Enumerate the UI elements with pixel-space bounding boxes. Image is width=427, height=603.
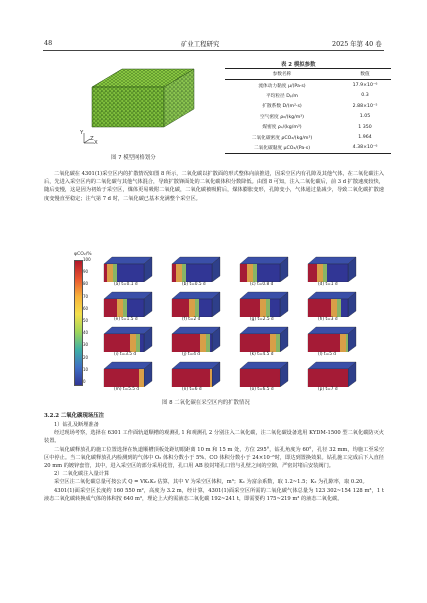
snapshot-label: (h) t=3 d (318, 317, 338, 322)
table-row: 煤密度 ρₛ/(kg/m³) 1 350 (262, 124, 372, 131)
snapshot-label: (b) t=0.5 d (182, 282, 206, 287)
diffusion-snapshot (306, 359, 358, 395)
diffusion-snapshot (102, 324, 154, 360)
diffusion-snapshot (170, 254, 222, 290)
parameters-table (225, 68, 391, 154)
table-row: 空气密度 ρ₀/(kg/m³) 1.05 (259, 114, 371, 120)
snapshot-label: (k) t=4.5 d (250, 352, 274, 357)
table-row: 二氧化碳密度 ρCO₂/(kg/m³) 1.964 (251, 135, 372, 141)
figure-8-caption: 图 8 二氧化碳在采空区内的扩散情况 (162, 400, 250, 406)
axis-z-label: Z (90, 136, 94, 142)
diffusion-snapshot (238, 254, 290, 290)
table-row: 流体动力黏度 μ/(Pa·s) 17.9×10⁻⁶ (258, 83, 378, 89)
colorbar-tick-label: 70 (83, 293, 89, 299)
diffusion-snapshot (102, 254, 154, 290)
table-header-name: 参数名称 (225, 69, 339, 80)
snapshot-label: (f) t=2 d (182, 317, 201, 322)
colorbar-title: φCO₂/% (74, 252, 92, 257)
figure-8 (72, 252, 372, 392)
section-heading: 3.2.2 二氧化碳现场压注 (44, 413, 105, 419)
page-number: 48 (44, 39, 53, 47)
section-body (44, 421, 384, 503)
subsection-drilling: 1）钻孔及断埋准备 (54, 422, 99, 428)
table-2-title: 表 2 模拟参数 (281, 62, 316, 68)
diffusion-snapshot (170, 324, 222, 360)
diffusion-snapshot (306, 254, 358, 290)
colorbar-tick-label: 0 (83, 379, 86, 384)
colorbar-tick-label: 100 (83, 257, 91, 262)
snapshot-label: (c) t=0.8 d (250, 282, 274, 287)
snapshot-label: (g) t=2.5 d (250, 317, 274, 322)
table-header-value: 数值 (339, 69, 391, 80)
snapshot-label: (e) t=1.5 d (114, 317, 138, 322)
figure-7-caption: 图 7 模型网格划分 (111, 155, 156, 161)
diffusion-snapshot (238, 324, 290, 360)
colorbar-tick-label: 80 (83, 281, 89, 287)
table-row: 二氧化碳黏度 μCO₂/(Pa·s) 4.38×10⁻⁶ (225, 143, 391, 154)
axis-x-label: X (94, 140, 98, 146)
snapshot-label: (j) t=4 d (182, 352, 201, 357)
table-row: 扩散系数 D/(m²·s) 2.88×10⁻⁵ (262, 103, 378, 110)
diffusion-snapshot (238, 289, 290, 325)
diffusion-snapshot (170, 359, 222, 395)
diffusion-snapshot (306, 289, 358, 325)
paragraph-borehole: 二氧化碳释放孔的施工位置选择在轨道顺槽顶板处距切眼距离 10 m 和 15 m 处，方位 295°，钻孔角度为 60°，孔径 32 mm，均施工至采空区中停止。当二氧化碳释放孔内检测到的气体中 O₂ 体积分数小于 5%、CO 体积分数小于 24×10⁻⁶时，即达到置换效果。钻孔施工完成后下入直径 20 mm 的镀锌套管，其中，进入采空区的部分采用花管，孔口用 AB 胶封堵孔口管与孔壁之间的空隙，严密封堵后安装阀门。 (44, 446, 384, 470)
subsection-injection-amount: 2）二氧化碳注入量计算 (54, 471, 110, 478)
snapshot-label: (o) t=6.5 d (250, 387, 274, 392)
snapshot-label: (i) t=3.5 d (114, 352, 137, 357)
snapshot-label: (p) t=7 d (318, 387, 338, 392)
colorbar-tick-label: 30 (83, 342, 89, 348)
paragraph-formula: 采空区注二氧化碳总量可按公式 Q = VK₁K₂ 估算，其中 V 为采空区体积，m³；K₁ 为富余系数，取 1.2~1.5；K₂ 为孔隙率，取 0.20。 (54, 479, 368, 486)
snapshot-label: (l) t=5 d (318, 352, 337, 357)
header-rule (43, 50, 384, 51)
mesh-front-face (92, 87, 164, 127)
colorbar (74, 260, 83, 386)
colorbar-tick-label: 60 (83, 305, 89, 311)
diffusion-snapshot (238, 359, 290, 395)
diffusion-snapshot (170, 289, 222, 325)
journal-name: 矿业工程研究 (181, 40, 220, 48)
diffusion-snapshot (102, 289, 154, 325)
colorbar-tick-label: 40 (83, 330, 89, 336)
colorbar-tick-label: 50 (83, 318, 89, 323)
diffusion-snapshot (102, 359, 154, 395)
paragraph-calculation: 4301(1)面采空区长度约 160 550 m²，高度为 3.2 m，经计算，4301(1)面采空区所需的二氧化碳气体总量为 123 302~154 128 m³，1 t 液态二氧化碳转换成气体的体积按 640 m³，理论上大约需液态二氧化碳 192~241 t，即需要约 175~219 m³ 的液态二氧化碳。 (44, 487, 384, 502)
table-row: 平均粒径 Dₚ/m 0.3 (265, 93, 369, 99)
snapshot-label: (n) t=6 d (182, 387, 202, 392)
journal-issue: 2025 年第 40 卷 (332, 40, 382, 48)
snapshot-label: (d) t=1 d (318, 282, 338, 287)
figure-7-mesh (82, 63, 202, 149)
diffusion-snapshot (306, 324, 358, 360)
axis-y-label: Y (80, 130, 84, 136)
colorbar-tick-label: 90 (83, 269, 89, 275)
body-paragraph-diffusion: 二氧化碳在 4301(1)采空区内的扩散情况如图 8 所示，二氧化碳以扩散面的形式整体向前推进，因采空区内有孔隙及其他气体，在二氧化碳注入后，先进入采空区内的二氧化碳与其他气体混合，导致扩散锋面处的二氧化碳体积分数降低。由图 8 可知，注入二氧化碳后，前 3 d 扩散速度较快，随后变慢，这是因为初始于采空区，煤体更易吸附二氧化碳，二氧化碳被吸附后，煤体膨胀变形，孔隙变小，气体通过量减少，导致二氧化碳扩散速度变慢直至稳定；注气第 7 d 时，二氧化碳已基本充满整个采空区。 (44, 171, 384, 202)
snapshot-label: (a) t=0.1 d (114, 282, 138, 287)
snapshot-label: (m) t=5.5 d (114, 387, 140, 392)
colorbar-tick-label: 20 (83, 354, 89, 360)
paragraph-site-selection: 经过现场考察，选择在 6301 工作面轨道顺槽的观测孔 1 和观测孔 2 分别注入二氧化碳，注二氧化碳设备选用 KYDM-1500 型二氧化碳防灭火装置。 (44, 430, 384, 445)
colorbar-tick-label: 10 (83, 366, 89, 372)
